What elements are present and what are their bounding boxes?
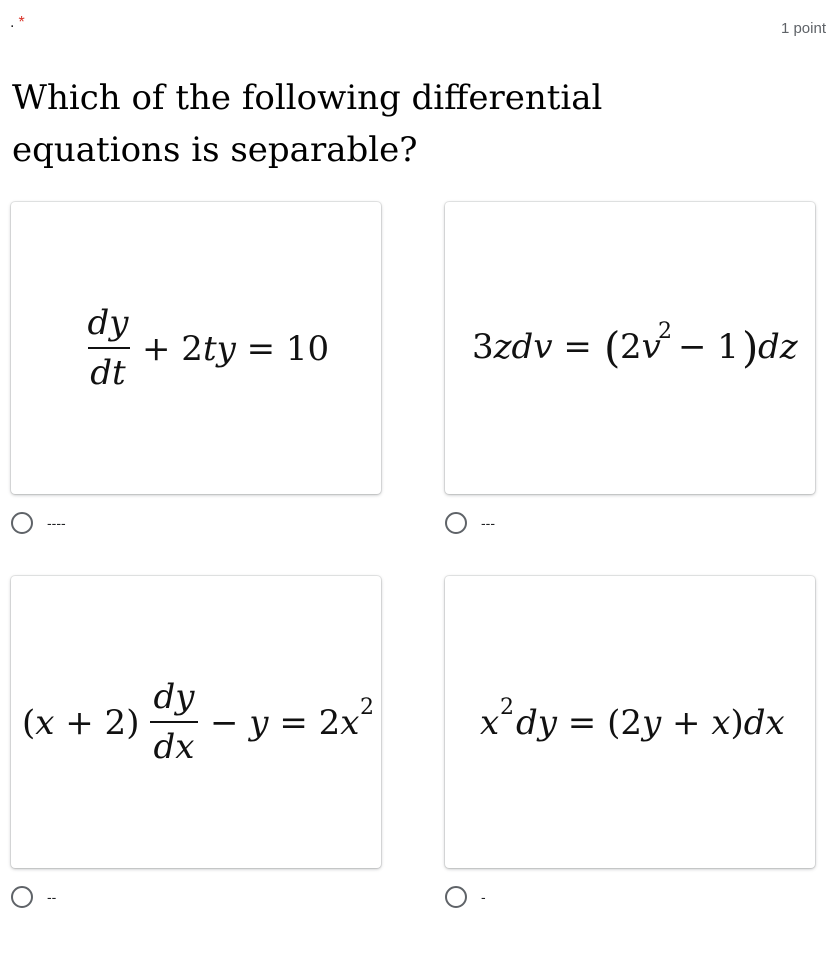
svg-text:x: x xyxy=(480,703,500,743)
question-title-text: . xyxy=(10,14,15,31)
points-label: 1 point xyxy=(780,20,826,37)
option-1-label: ---- xyxy=(47,515,66,531)
option-2-row[interactable] xyxy=(445,512,495,534)
option-2-radio[interactable] xyxy=(445,512,467,534)
option-3-radio[interactable] xyxy=(11,886,33,908)
svg-text:− y = 2x: − y = 2x xyxy=(210,703,360,743)
option-3-label: -- xyxy=(47,889,57,905)
svg-text:dz: dz xyxy=(758,327,798,367)
option-1-row[interactable] xyxy=(11,512,66,534)
option-4-equation xyxy=(470,662,790,782)
option-4-row[interactable] xyxy=(445,886,486,908)
svg-text:(: ( xyxy=(604,323,621,372)
question-text: Which of the following differential equations is separable? xyxy=(12,78,603,170)
option-2-image-card[interactable] xyxy=(445,202,815,494)
svg-text:− 1: − 1 xyxy=(678,327,739,367)
svg-text:+ 2ty = 10: + 2ty = 10 xyxy=(142,329,330,369)
svg-text:(x + 2): (x + 2) xyxy=(22,703,140,743)
svg-text:2: 2 xyxy=(360,695,374,720)
option-2-equation xyxy=(460,288,800,408)
option-3-equation xyxy=(16,662,376,782)
option-3-row[interactable] xyxy=(11,886,56,908)
svg-text:2: 2 xyxy=(500,695,514,720)
option-4-label: - xyxy=(481,889,486,905)
option-4-image-card[interactable] xyxy=(445,576,815,868)
option-1-image-card[interactable] xyxy=(11,202,381,494)
svg-text:3zdv =: 3zdv = xyxy=(472,327,592,367)
svg-text:2v: 2v xyxy=(620,327,661,367)
required-star: * xyxy=(18,14,25,31)
svg-text:): ) xyxy=(742,323,759,372)
svg-text:dy = (2y + x)dx: dy = (2y + x)dx xyxy=(516,703,785,743)
option-2-label: --- xyxy=(481,515,495,531)
option-1-equation xyxy=(46,288,346,408)
svg-text:dy: dy xyxy=(153,677,195,717)
option-1-radio[interactable] xyxy=(11,512,33,534)
svg-text:2: 2 xyxy=(658,319,672,344)
question-title xyxy=(10,14,25,32)
svg-text:dx: dx xyxy=(153,727,195,767)
svg-text:dt: dt xyxy=(90,353,126,393)
option-4-radio[interactable] xyxy=(445,886,467,908)
option-3-image-card[interactable] xyxy=(11,576,381,868)
svg-text:dy: dy xyxy=(87,303,129,343)
